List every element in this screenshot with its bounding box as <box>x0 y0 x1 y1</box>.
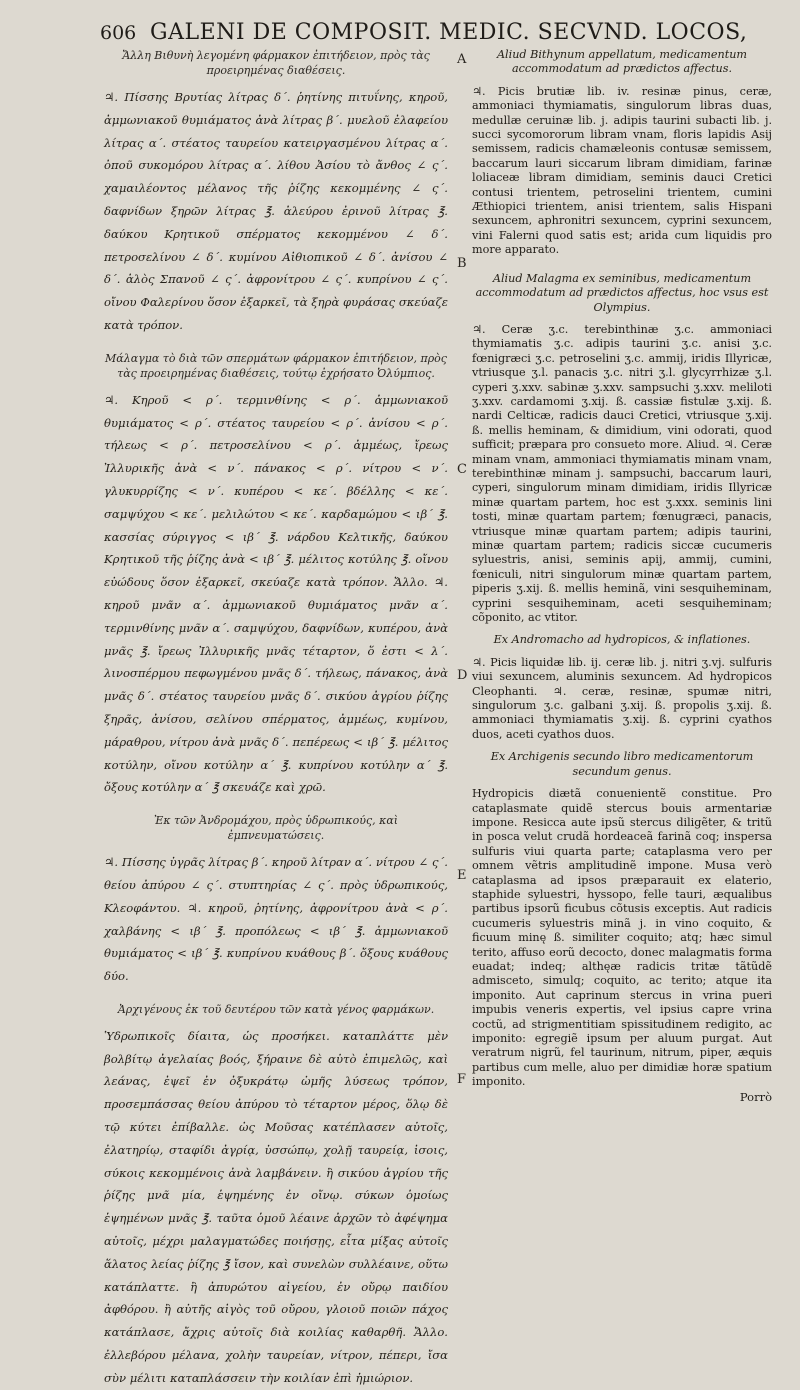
greek-paragraph: ♃. Κηροῦ < ρ΄. τερμινθίνης < ρ΄. ἀμμωνιακοῦ θυμιάματος < ρ΄. στέατος ταυρείου < ρ΄. ἀνίσου < ρ΄. τήλεως < ρ΄. πετροσελίνου < ρ΄. ἀμμέως, ἴρεως Ἰλλυρικῆς ἀνὰ < ν΄. πάνακος < ρ΄. νίτρου < ν΄. γλυκυρρίζης < ν΄. κυπέρου < κε΄. βδέλλης < κε΄. σαμψύχου < κε΄. μελιλώτου < κε΄. καρδαμώμου < ιβ΄ ℥. κασσίας σύριγγος < ιβ΄ ℥. νάρδου Κελτικῆς, δαύκου Κρητικοῦ τῆς ῥίζης ἀνὰ < ιβ΄ ℥. μέλιτος κοτύλης ℥. οἴνου εὐώδους ὅσον ἐξαρκεῖ, σκεύαζε κατὰ τρόπον. Ἄλλο. ♃. κηροῦ μνᾶν α΄. ἀμμωνιακοῦ θυμιάματος μνᾶν α΄. τερμινθίνης μνᾶν α΄. σαμψύχου, δαφνίδων, κυπέρου, ἀνὰ μνᾶς ℥. ἴρεως Ἰλλυρικῆς μνᾶς τέταρτον, ὅ ἐστι < λ΄. λινοσπέρμου πεφωγμένου μνᾶς δ΄. τήλεως, πάνακος, ἀνὰ μνᾶς δ΄. στέατος ταυρείου μνᾶς δ΄. σικύου ἀγρίου ῥίζης ξηρᾶς, ἀνίσου, σελίνου σπέρματος, ἀμμέως, κυμίνου, μάραθρου, νίτρου ἀνὰ μνᾶς δ΄. πεπέρεως < ιβ΄ ℥. μέλιτος κοτύλην, οἴνου κοτύλην α΄ ℥. κυπρίνου κοτύλην α΄ ℥. ὄξους κοτύλην α΄ ℥ σκευάζε καὶ χρῶ. <box>104 392 448 795</box>
greek-paragraph: Ὑδρωπικοῖς δίαιτα, ὡς προσήκει. καταπλάττε μὲν βολβίτῳ ἀγελαίας βοός, ξήραινε δὲ αὐτὸ ἐπιμελῶς, καὶ λεάνας, ἐψεῖ ἐν ὀξυκράτῳ ὡμῆς λύσεως τρόπον, προσεμπάσσας θείου ἀπύρου τὸ τέταρτον μέρος, ὅλῳ δὲ τῷ κύτει ἐπίβαλλε. ὡς Μοῦσας κατέπλασεν αὐτοῖς, ἐλατηρίῳ, σταφίδι ἀγρίᾳ, ὑσσώπῳ, χολῇ ταυρείᾳ, ἰσοις, σύκοις κεκομμένοις ἀνὰ λαμβάνειν. ἢ σικύου ἀγρίου τῆς ῥίζης μνᾶ μία, ἑψημένης ἐν οἴνῳ. σύκων ὁμοίως ἑψημένων μνᾶς ℥. ταῦτα ὁμοῦ λέαινε ἀρχῶν τὸ ἀφέψημα αὐτοῖς, μέχρι μαλαγματώδες ποιήσῃς, εἶτα μίξας αὐτοῖς ἅλατος λείας ῥίζης ℥ ἴσον, καὶ συνελὼν συλλέαινε, οὕτω κατάπλαττε. ἢ ἀπυρώτου αἰγείου, ἐν οὔρῳ παιδίου ἀφθόρου. ἢ αὐτῆς αἰγὸς τοῦ οὔρου, γλοιοῦ ποιῶν πάχος κατάπλασε, ἄχρις αὐτοῖς διὰ κοιλίας καθαρθῆ. Ἄλλο. ἐλλεβόρου μέλανα, χολὴν ταυρείαν, νίτρον, πέπερι, ἴσα σὺν μέλιτι καταπλάσσειν τὴν κοιλίαν ἐπὶ ἡμιώριον. <box>104 1028 448 1385</box>
greek-paragraph: ♃. Πίσσης ὑγρᾶς λίτρας β΄. κηροῦ λίτραν α΄. νίτρου ∠ ς΄. θείου ἀπύρου ∠ ς΄. στυπτηρίας ∠ ς΄. πρὸς ὑδρωπικούς, Κλεοφάντου. ♃. κηροῦ, ῥητίνης, ἀφρονίτρου ἀνὰ < ρ΄. χαλβάνης < ιβ΄ ℥. προπόλεως < ιβ΄ ℥. ἀμμωνιακοῦ θυμιάματος < ιβ΄ ℥. κυπρίνου κυάθους β΄. ὄξους κυάθους δύο. <box>104 855 448 984</box>
margin-letter: E <box>457 868 467 883</box>
latin-paragraph: ♃. Picis liquidæ lib. ij. ceræ lib. j. nitri ʒ.vj. sulfuris viui sexuncem, aluminis sexuncem. Ad hydropicos Cleophanti. ♃. ceræ, resinæ, spumæ nitri, singulorum ʒ.c. galbani ʒ.xij. ß. propolis ʒ.xij. ß. ammoniaci thymiamatis ʒ.xij. ß. cyprini cyathos duos, aceti cyathos duos. <box>472 655 772 741</box>
greek-column <box>104 48 448 1390</box>
catchword: Porrò <box>739 1089 772 1104</box>
greek-heading: Ἐκ τῶν Ἀνδρομάχου, πρὸς ὑδρωπικούς, καὶ ἐμπνευματώσεις. <box>153 814 399 843</box>
running-title: GALENI DE COMPOSIT. MEDIC. SECVND. LOCOS, <box>150 20 748 45</box>
margin-letter: B <box>457 256 467 271</box>
page-number: 606 <box>100 22 137 44</box>
latin-heading: Ex Archigenis secundo libro medicamentorum secundum genus. <box>490 750 754 778</box>
margin-letter: C <box>457 462 467 477</box>
margin-letter: F <box>457 1072 467 1087</box>
greek-heading: Ἀρχιγένους ἐκ τοῦ δευτέρου τῶν κατὰ γένος φαρμάκων. <box>117 1002 435 1016</box>
latin-paragraph: Hydropicis diætã conuenientẽ constitue. Pro cataplasmate quidẽ stercus bouis armentariæ impone. Resicca aute ipsũ stercus diligẽter, & tritũ in posca velut crudã hordeaceã farinã coq; inspersa sulfuris viui quarta parte; cataplasma vero per omnem vẽtris amplitudinẽ impone. Musa verò cataplasma ad ipsos præparauit ex elaterio, staphide syluestri, hyssopo, felle tauri, æqualibus partibus ipsorũ ficubus cõtusis exceptis. Aut radicis cucumeris syluestris minã j. in vino coquito, & ficuum minę ß. similiter coquito; atq; hæc simul terito, affuso eorũ decocto, donec malagmatis forma euadat; indeq; althęæ radicis tritæ tãtũdẽ admisceto, simulq; coquito, ac terito; atque ita imponito. Aut caprinum stercus in vrina pueri impubis veneris expertis, vel ipsius capre vrina coctũ, ad strigmentitiam spissitudinem redigito, ac imponito: egregiẽ ipsum per aluum purgat. Aut veratrum nigrũ, fel taurinum, nitrum, piper, æquis partibus cum melle, aluo per dimidiæ horæ spatium imponito. <box>472 787 772 1089</box>
latin-heading: Aliud Malagma ex seminibus, medicamentum accommodatum ad prædictos affectus, hoc vsus est Olympius. <box>475 271 769 314</box>
greek-heading: Μάλαγμα τὸ διὰ τῶν σπερμάτων φάρμακον ἐπιτήδειον, πρὸς τὰς προειρημένας διαθέσεις, τούτῳ ἐχρήσατο Ὀλύμπιος. <box>105 351 447 380</box>
greek-heading: Ἄλλη Βιθυνὴ λεγομένη φάρμακον ἐπιτήδειον, πρὸς τὰς προειρημένας διαθέσεις. <box>122 49 430 77</box>
latin-paragraph: ♃. Picis brutiæ lib. iv. resinæ pinus, ceræ, ammoniaci thymiamatis, singulorum libras duas, medullæ ceruinæ lib. j. adipis taurini subacti lib. j. succi sycomororum libram vnam, floris lapidis Asij semissem, radicis chamæleonis contusæ semissem, baccarum lauri siccarum libram dimidiam, farinæ loliaceæ libram dimidiam, seminis dauci Cretici contusi trientem, petroselini trientem, cumini Æthiopici trientem, anisi trientem, salis Hispani sexuncem, aphronitri sexuncem, cyprini sexuncem, vini Falerni quod satis est; arida cum liquidis pro more apparato. <box>472 84 772 257</box>
latin-paragraph: ♃. Ceræ ʒ.c. terebinthinæ ʒ.c. ammoniaci thymiamatis ʒ.c. adipis taurini ʒ.c. anisi ʒ.c. fœnigræci ʒ.c. petroselini ʒ.c. ammij, iridis Illyricæ, vtriusque ʒ.l. panacis ʒ.c. nitri ʒ.l. glycyrrhizæ ʒ.l. cyperi ʒ.xxv. sabinæ ʒ.xxv. sampsuchi ʒ.xxv. meliloti ʒ.xxv. cardamomi ʒ.xij. ß. cassiæ fistulæ ʒ.xij. ß. nardi Celticæ, radicis dauci Cretici, vtriusque ʒ.xij. ß. mellis heminam, & dimidium, vini odorati, quod sufficit; præpara pro consueto more. Aliud. ♃. Ceræ minam vnam, ammoniaci thymiamatis minam vnam, terebinthinæ minam j. sampsuchi, baccarum lauri, cyperi, singulorum minam dimidiam, iridis Illyricæ minæ quartam partem, hoc est ʒ.xxx. seminis lini tosti, minæ quartam partem; fœnugræci, panacis, vtriusque minæ quartam partem; adipis taurini, minæ quartam partem; radicis siccæ cucumeris syluestris, anisi, seminis apij, ammij, cumini, fœniculi, nitri singulorum minæ quartam partem, piperis ʒ.xij. ß. mellis heminã, vini sesquiheminam, cyprini sesquiheminam, aceti sesquiheminam; cõponito, ac vtitor. <box>472 322 772 625</box>
latin-heading: Ex Andromacho ad hydropicos, & inflationes. <box>493 633 751 647</box>
margin-letter: A <box>457 52 467 67</box>
latin-heading: Aliud Bithynum appellatum, medicamentum accommodatum ad prædictos affectus. <box>496 48 748 76</box>
greek-paragraph: ♃. Πίσσης Βρυτίας λίτρας δ΄. ῥητίνης πιτυΐνης, κηροῦ, ἀμμωνιακοῦ θυμιάματος ἀνὰ λίτρας β΄. μυελοῦ ἐλαφείου λίτρας α΄. στέατος ταυρείου κατειργασμένου λίτρας α΄. ὀποῦ συκομόρου λίτρας α΄. λίθου Ἀσίου τὸ ἄνθος ∠ ς΄. χαμαιλέοντος μέλανος τῆς ῥίζης κεκομμένης ∠ ς΄. δαφνίδων ξηρῶν λίτρας ℥. ἀλεύρου ἐρινοῦ λίτρας ℥. δαύκου Κρητικοῦ σπέρματος κεκομμένου ∠ δ΄. πετροσελίνου ∠ δ΄. κυμίνου Αἰθιοπικοῦ ∠ δ΄. ἀνίσου ∠ δ΄. ἁλὸς Σπανοῦ ∠ ς΄. ἀφρονίτρου ∠ ς΄. κυπρίνου ∠ ς΄. οἴνου Φαλερίνου ὅσον ἐξαρκεῖ, τὰ ξηρὰ φυράσας σκεύαζε κατὰ τρόπον. <box>104 90 448 332</box>
margin-letter: D <box>457 668 468 683</box>
latin-column <box>472 48 772 1104</box>
